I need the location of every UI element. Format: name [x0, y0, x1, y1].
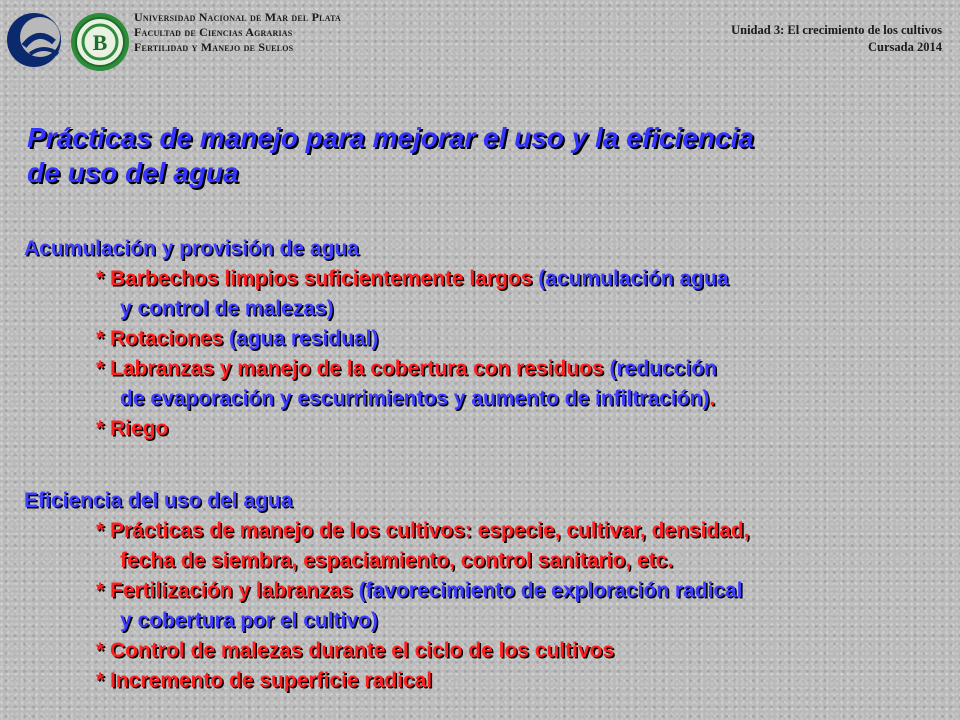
item-text-red: * Labranzas y manejo de la cobertura con residuos: [96, 357, 604, 380]
university-block: [134, 10, 341, 55]
item-text-blue: de evaporación y escurrimientos y aumento de infiltración): [120, 387, 710, 410]
facultad-seal-icon: [68, 4, 132, 84]
section-heading: Eficiencia del uso del agua: [24, 489, 293, 512]
list-item-continuation: [24, 384, 729, 414]
department-name: Fertilidad y Manejo de Suelos: [134, 40, 294, 54]
unit-block: [731, 22, 942, 56]
item-text-red: .: [709, 387, 716, 410]
list-item: [24, 576, 750, 606]
faculty-name: Facultad de Ciencias Agrarias: [134, 25, 293, 39]
title-line-1: Prácticas de manejo para mejorar el uso y la eficiencia: [27, 122, 754, 153]
list-item: * Prácticas de manejo de los cultivos: especie, cultivar, densidad,: [96, 519, 750, 542]
list-item-continuation: y control de malezas): [120, 297, 334, 320]
item-text-red: * Barbechos limpios suficientemente largos: [96, 267, 533, 290]
list-item: [24, 264, 729, 294]
item-text-blue: (agua residual): [223, 327, 379, 350]
item-text-red: * Fertilización y labranzas: [96, 579, 353, 602]
university-name: Universidad Nacional de Mar del Plata: [134, 10, 342, 24]
list-item: [24, 354, 729, 384]
page-title: [27, 120, 927, 190]
list-item: * Incremento de superficie radical: [96, 669, 433, 692]
list-item-continuation: fecha de siembra, espaciamiento, control sanitario, etc.: [120, 549, 674, 572]
unmdp-logo-icon: [4, 4, 66, 84]
section-heading: Acumulación y provisión de agua: [24, 237, 359, 260]
list-item-continuation: y cobertura por el cultivo): [120, 609, 378, 632]
course-year: Cursada 2014: [868, 40, 942, 54]
list-item: * Riego: [96, 417, 169, 440]
item-text-red: * Rotaciones: [96, 327, 224, 350]
title-line-2: de uso del agua: [27, 157, 239, 188]
section-water-efficiency: [24, 486, 750, 696]
item-text-blue: (favorecimiento de exploración radical: [352, 579, 743, 602]
unit-title: Unidad 3: El crecimiento de los cultivos: [731, 23, 942, 37]
item-text-blue: (reducción: [603, 357, 717, 380]
item-text-blue: (acumulación agua: [532, 267, 729, 290]
section-water-accumulation: [24, 234, 729, 444]
list-item: [24, 324, 729, 354]
list-item: * Control de malezas durante el ciclo de los cultivos: [96, 639, 615, 662]
seal-letter: B: [92, 30, 108, 55]
